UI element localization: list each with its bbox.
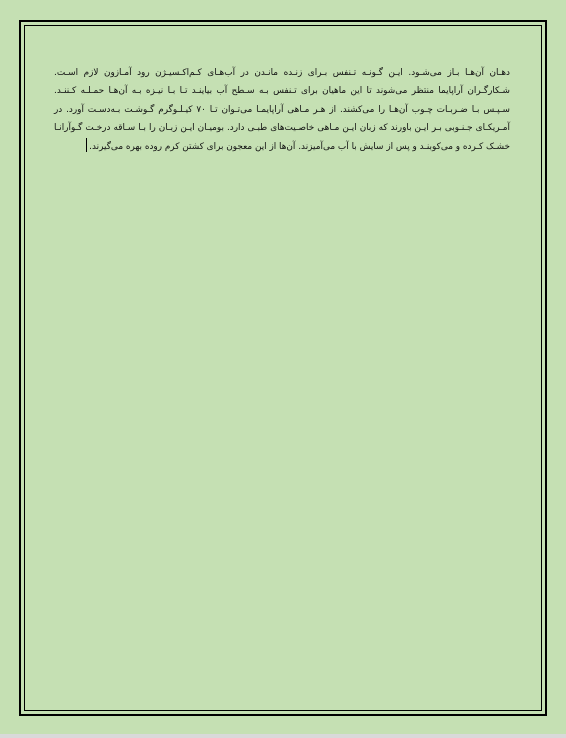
text-cursor [86,138,87,152]
window-bottom-edge [0,734,566,738]
paragraph-text: دهـان آن‌هـا بـاز می‌شـود. ایـن گـونـه تـنفس بـرای زنـده مانـدن در آب‌هـای کـم‌اکـسیـژن رود آمـازون لازم اسـت. شـکارگـران آراپایما منتظر می‌شوند تا این ماهیان برای تـنفس بـه سـطح آب بیاینـد تـا بـا نیـزه بـه آن‌هـا حمـلـه کـننـد. سـپـس بـا ضـربـات چـوب آن‌هـا را می‌کشند. از هـر مـاهی آراپایمـا می‌تـوان تـا ۷۰ کیـلـوگرم گـوشـت بـه‌دسـت آورد. در آمـریکـای جـنـوبی بـر ایـن باورند که زبان ایـن مـاهی خاصـیت‌های طبـی دارد. بومیـان ایـن زبـان را بـا سـاقه درخـت گـوآرانـا خشـک کـرده و می‌کوبنـد و پس از سایش با آب می‌آمیزند. آن‌ها از این معجون برای کشتن کرم روده بهره می‌گیرند. [54,68,510,152]
document-body[interactable] [54,64,510,156]
